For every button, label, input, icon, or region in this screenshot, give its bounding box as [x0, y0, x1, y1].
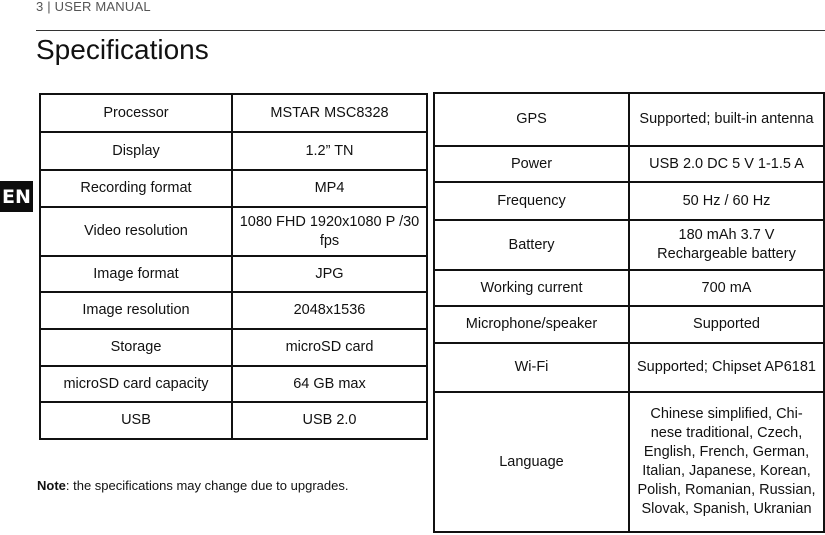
spec-label: Storage	[40, 329, 232, 366]
spec-value: Supported; built-in antenna	[629, 93, 824, 146]
table-row	[40, 366, 427, 402]
spec-value: USB 2.0 DC 5 V 1-1.5 A	[629, 146, 824, 182]
note-text: : the specifications may change due to upgrades.	[65, 478, 349, 493]
spec-label: Frequency	[434, 182, 629, 220]
spec-label: Processor	[40, 94, 232, 132]
spec-label: USB	[40, 402, 232, 439]
spec-value: MP4	[232, 170, 427, 207]
table-row	[40, 402, 427, 439]
spec-value: Supported	[629, 306, 824, 343]
table-row	[434, 343, 824, 392]
table-row	[434, 306, 824, 343]
specs-table-right	[433, 92, 825, 533]
spec-label: Battery	[434, 220, 629, 270]
table-row	[434, 146, 824, 182]
spec-value: MSTAR MSC8328	[232, 94, 427, 132]
spec-value: 1.2” TN	[232, 132, 427, 170]
spec-label: Image format	[40, 256, 232, 292]
page-title: Specifications	[36, 34, 209, 65]
spec-value: 2048x1536	[232, 292, 427, 329]
page-header	[36, 0, 151, 14]
spec-value: 700 mA	[629, 270, 824, 306]
spec-label: Video resolution	[40, 207, 232, 256]
spec-value: 50 Hz / 60 Hz	[629, 182, 824, 220]
spec-value: microSD card	[232, 329, 427, 366]
table-row	[434, 392, 824, 532]
spec-label: Language	[434, 392, 629, 532]
header-separator: |	[47, 0, 51, 14]
spec-label: Microphone/speaker	[434, 306, 629, 343]
section-name: USER MANUAL	[54, 0, 151, 14]
spec-label: microSD card capacity	[40, 366, 232, 402]
spec-value: Chinese simplified, Chi-nese traditional, Czech, English, French, German, Italian, Japanese, Korean, Polish, Romanian, Russian, Slovak, Spanish, Ukranian	[629, 392, 824, 532]
spec-value: Supported; Chipset AP6181	[629, 343, 824, 392]
spec-label: Wi-Fi	[434, 343, 629, 392]
table-row	[434, 270, 824, 306]
table-row	[40, 256, 427, 292]
spec-label: Display	[40, 132, 232, 170]
language-tab: EN	[0, 181, 33, 212]
table-row	[40, 329, 427, 366]
spec-label: Recording format	[40, 170, 232, 207]
table-row	[40, 292, 427, 329]
spec-value: JPG	[232, 256, 427, 292]
table-row	[40, 170, 427, 207]
spec-label: Power	[434, 146, 629, 182]
table-row	[434, 182, 824, 220]
table-row	[40, 94, 427, 132]
note-label: Note	[37, 478, 66, 493]
specs-table-left	[39, 93, 428, 440]
spec-value: USB 2.0	[232, 402, 427, 439]
spec-value: 64 GB max	[232, 366, 427, 402]
spec-label: GPS	[434, 93, 629, 146]
header-divider	[36, 30, 825, 31]
table-row	[40, 207, 427, 256]
spec-label: Working current	[434, 270, 629, 306]
spec-value: 1080 FHD 1920x1080 P /30 fps	[232, 207, 427, 256]
page-number: 3	[36, 0, 44, 14]
footnote	[37, 478, 348, 493]
table-row	[434, 220, 824, 270]
spec-value: 180 mAh 3.7 V Rechargeable battery	[629, 220, 824, 270]
table-row	[434, 93, 824, 146]
table-row	[40, 132, 427, 170]
spec-label: Image resolution	[40, 292, 232, 329]
